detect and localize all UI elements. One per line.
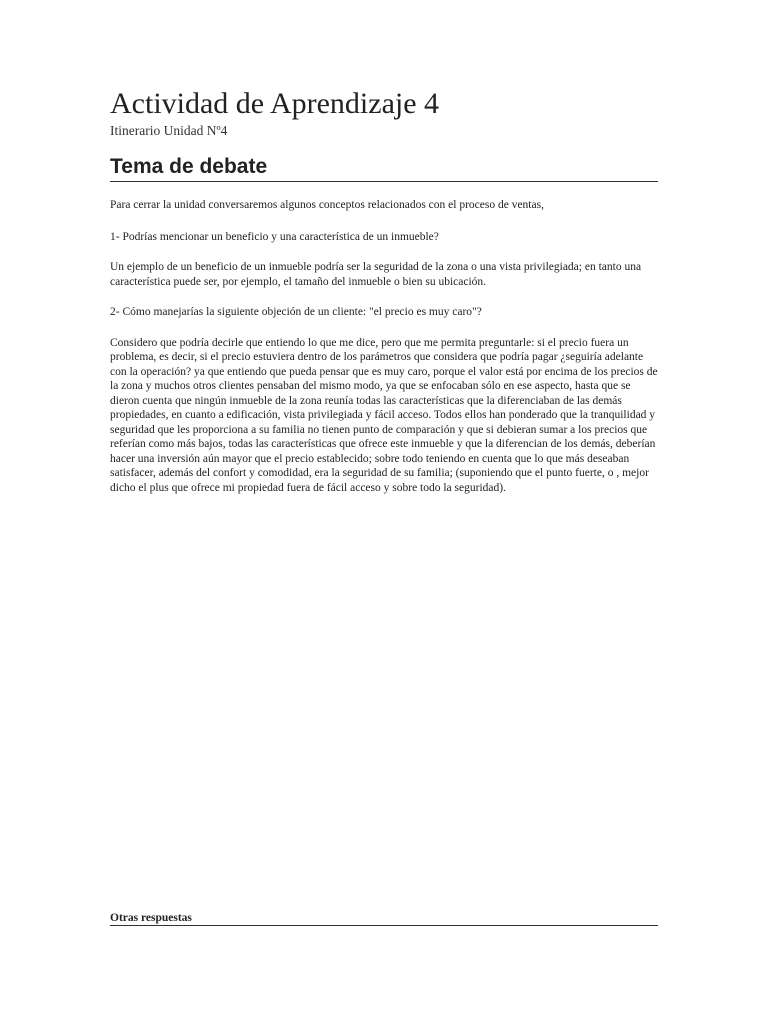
document-page — [110, 86, 658, 495]
intro-paragraph: Para cerrar la unidad conversaremos algunos conceptos relacionados con el proceso de ventas, — [110, 199, 544, 211]
question-1: 1- Podrías mencionar un beneficio y una característica de un inmueble? — [110, 230, 439, 243]
answer-2: Considero que podría decirle que entiendo lo que me dice, pero que me permita preguntarle: si el precio fuera un problema, es decir, si el precio estuviera dentro de los parámetros que considera que podría pagar ¿seguiría adelante con la operación? ya que entiendo que pueda pensar que es muy caro, porque el valor está por encima de los precios de la zona y muchos otros clientes pensaban del mismo modo, ya que se enfocaban sólo en ese aspecto, hasta que se dieron cuenta que ningún inmueble de la zona reunía todas las características que la diferenciaban de las demás propiedades, en cuanto a edificación, vista privilegiada y fácil acceso. Todos ellos han ponderado que la tranquilidad y seguridad que les proporciona a su familia no tienen punto de comparación y que si debieran sumar a los precios que referían como más bajos, todas las características que ofrece este inmueble y que la diferencian de los demás, deberían hacer una inversión aún mayor que el precio establecido; sobre todo teniendo en cuenta que lo que más deseaban satisfacer, además del confort y comodidad, era la seguridad de su familia; (suponiendo que el punto fuerte, o , mejor dicho el plus que ofrece mi propiedad fuera de fácil acceso y sobre todo la seguridad). — [110, 336, 658, 494]
answer-1: Un ejemplo de un beneficio de un inmueble podría ser la seguridad de la zona o una vista privilegiada; en tanto una característica puede ser, por ejemplo, el tamaño del inmueble o bien su ubicación. — [110, 261, 642, 288]
other-answers-label: Otras respuestas — [110, 912, 192, 924]
document-title: Actividad de Aprendizaje 4 — [110, 87, 440, 120]
question-2: 2- Cómo manejarías la siguiente objeción de un cliente: "el precio es muy caro"? — [110, 306, 482, 318]
document-subtitle: Itinerario Unidad Nº4 — [110, 123, 228, 138]
other-answers-section — [110, 911, 658, 926]
section-heading: Tema de debate — [110, 154, 658, 182]
